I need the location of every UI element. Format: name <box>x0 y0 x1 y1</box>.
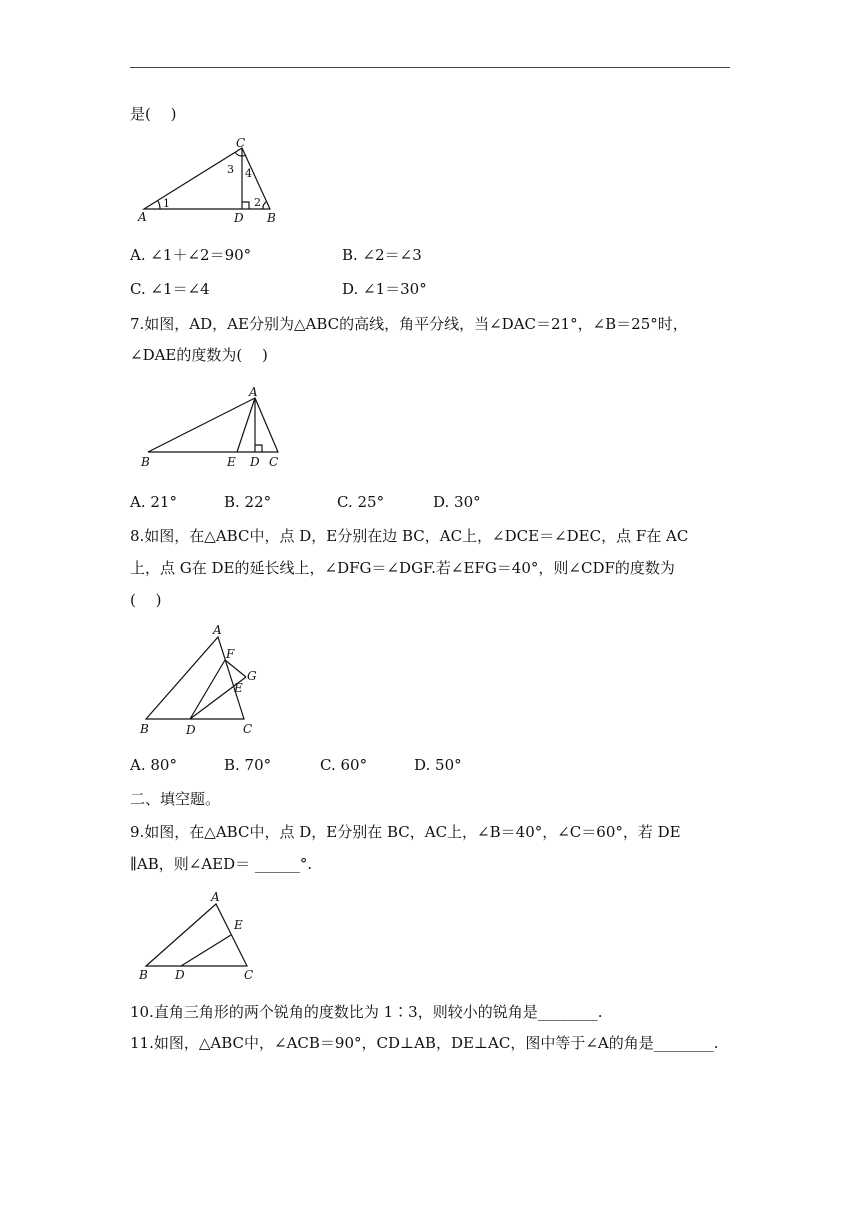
q8-figure <box>136 622 266 740</box>
q7-label-C: C <box>269 455 279 469</box>
q9-segment-de <box>181 935 231 966</box>
q7-label-B: B <box>141 455 150 469</box>
q9-line2: ∥AB，则∠AED＝ ______°. <box>130 855 313 873</box>
q7-option-b: B. 22° <box>224 493 272 511</box>
q9-label-A: A <box>211 890 220 904</box>
q7-option-d: D. 30° <box>433 493 481 511</box>
q8-line3: ( ) <box>130 591 162 609</box>
q6-tail: 是( ) <box>130 105 177 123</box>
q8-label-D: D <box>186 723 196 737</box>
q7-right-angle-mark <box>255 445 262 452</box>
q6-label-C: C <box>236 136 246 150</box>
q6-label-2: 2 <box>254 196 261 209</box>
q10-text: 10.直角三角形的两个锐角的度数比为 1∶3，则较小的锐角是________. <box>130 1003 603 1021</box>
q7-option-a: A. 21° <box>130 493 177 511</box>
q6-label-D: D <box>234 211 244 225</box>
q8-label-F: F <box>226 647 235 661</box>
q9-label-C: C <box>244 968 254 982</box>
q6-option-b: B. ∠2＝∠3 <box>342 246 422 264</box>
q8-line2: 上，点 G在 DE的延长线上，∠DFG＝∠DGF.若∠EFG＝40°，则∠CDF的度数为 <box>130 559 675 577</box>
q7-triangle <box>148 398 278 452</box>
q9-label-B: B <box>139 968 148 982</box>
q7-label-D: D <box>250 455 260 469</box>
q8-segment-df <box>190 660 225 719</box>
q6-right-angle-mark <box>242 202 249 209</box>
q7-line1: 7.如图，AD，AE分别为△ABC的高线，角平分线，当∠DAC＝21°，∠B＝25°时， <box>130 315 688 333</box>
q8-label-B: B <box>140 722 149 736</box>
q8-option-c: C. 60° <box>320 756 368 774</box>
q6-option-d: D. ∠1＝30° <box>342 280 427 298</box>
q9-label-D: D <box>175 968 185 982</box>
q6-angle1-arc <box>158 201 160 209</box>
q8-label-A: A <box>213 623 222 637</box>
q9-label-E: E <box>234 918 243 932</box>
section-fill-in-title: 二、填空题。 <box>130 790 221 808</box>
q6-angle2-arc <box>263 202 266 209</box>
q7-label-E: E <box>227 455 236 469</box>
q9-figure <box>136 890 266 982</box>
q6-label-1: 1 <box>163 197 170 210</box>
q8-option-b: B. 70° <box>224 756 272 774</box>
q8-label-E: E <box>234 681 243 695</box>
q6-label-4: 4 <box>245 167 252 180</box>
q6-option-a: A. ∠1＋∠2＝90° <box>130 246 252 264</box>
q6-label-B: B <box>267 211 276 225</box>
q9-line1: 9.如图，在△ABC中，点 D，E分别在 BC，AC上，∠B＝40°，∠C＝60°，若 DE <box>130 823 681 841</box>
q6-figure <box>134 136 284 228</box>
q8-option-d: D. 50° <box>414 756 462 774</box>
q7-figure <box>138 383 288 471</box>
q6-option-c: C. ∠1＝∠4 <box>130 280 210 298</box>
q6-angle4-arc <box>242 155 246 156</box>
q11-text: 11.如图，△ABC中，∠ACB＝90°，CD⊥AB，DE⊥AC，图中等于∠A的角是________. <box>130 1034 719 1052</box>
q6-label-A: A <box>138 210 147 224</box>
q8-option-a: A. 80° <box>130 756 177 774</box>
q8-label-G: G <box>247 669 257 683</box>
q8-label-C: C <box>243 722 253 736</box>
q7-line2: ∠DAE的度数为( ) <box>130 346 268 364</box>
q6-angle3-arc <box>235 152 242 156</box>
header-rule <box>130 67 730 68</box>
q7-label-A: A <box>249 385 258 399</box>
q8-line1: 8.如图，在△ABC中，点 D，E分别在边 BC，AC上，∠DCE＝∠DEC，点 F在 AC <box>130 527 689 545</box>
q6-label-3: 3 <box>227 163 234 176</box>
q7-option-c: C. 25° <box>337 493 385 511</box>
